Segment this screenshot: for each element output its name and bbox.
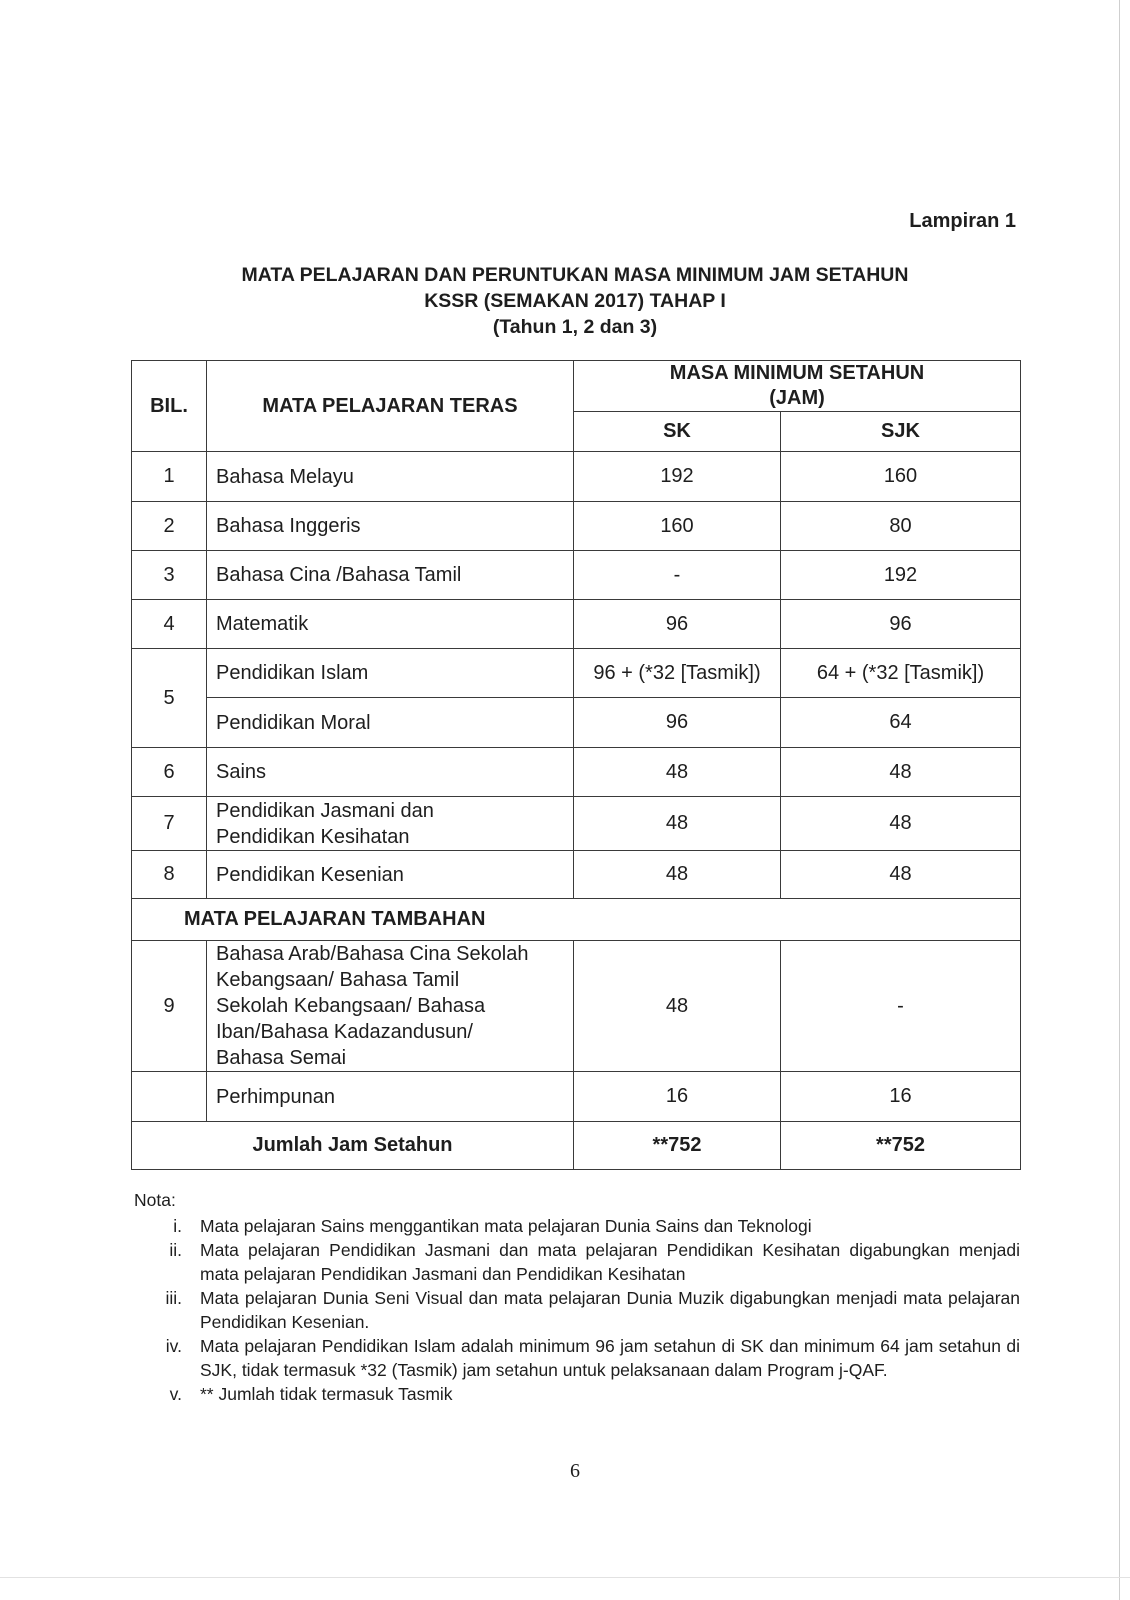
row-subject: Bahasa Inggeris xyxy=(207,502,574,551)
table-row xyxy=(132,1072,1021,1122)
table-row xyxy=(132,748,1021,797)
row-sk: 16 xyxy=(574,1072,781,1122)
row-subject: Bahasa Cina /Bahasa Tamil xyxy=(207,551,574,600)
row-sjk: 64 xyxy=(781,698,1021,748)
row-subject-line1: Bahasa Arab/Bahasa Cina Sekolah xyxy=(216,943,529,965)
header-masa xyxy=(574,361,1021,412)
table-row xyxy=(132,698,1021,748)
row-subject: Pendidikan Moral xyxy=(207,698,574,748)
row-sjk: 96 xyxy=(781,600,1021,649)
note-item xyxy=(134,1382,1020,1406)
row-bil: 4 xyxy=(132,600,207,649)
table-row xyxy=(132,502,1021,551)
total-label: Jumlah Jam Setahun xyxy=(132,1122,574,1170)
row-sjk: 80 xyxy=(781,502,1021,551)
row-sk: 96 xyxy=(574,600,781,649)
header-bil: BIL. xyxy=(132,361,207,452)
row-sk: 48 xyxy=(574,748,781,797)
section-tambahan: MATA PELAJARAN TAMBAHAN xyxy=(132,899,1021,941)
row-sk: 48 xyxy=(574,851,781,899)
note-number: iii. xyxy=(165,1288,182,1308)
table-row xyxy=(132,851,1021,899)
row-subject xyxy=(207,941,574,1072)
title-line-1: MATA PELAJARAN DAN PERUNTUKAN MASA MINIMUM JAM SETAHUN xyxy=(241,264,909,286)
row-subject: Matematik xyxy=(207,600,574,649)
table-row xyxy=(132,600,1021,649)
row-subject: Pendidikan Kesenian xyxy=(207,851,574,899)
row-subject: Pendidikan Islam xyxy=(207,649,574,698)
row-sk: 192 xyxy=(574,452,781,502)
row-bil: 9 xyxy=(132,941,207,1072)
row-subject: Sains xyxy=(207,748,574,797)
header-subject: MATA PELAJARAN TERAS xyxy=(207,361,574,452)
total-sjk: **752 xyxy=(781,1122,1021,1170)
note-item xyxy=(134,1286,1020,1334)
row-subject-line3: Sekolah Kebangsaan/ Bahasa xyxy=(216,995,486,1017)
row-subject-line5: Bahasa Semai xyxy=(216,1047,347,1069)
row-subject-line1: Pendidikan Jasmani dan xyxy=(216,799,434,822)
note-text: Mata pelajaran Pendidikan Jasmani dan mata pelajaran Pendidikan Kesihatan digabungkan menjadi mata pelajaran Pendidikan Jasmani dan Pendidikan Kesihatan xyxy=(200,1240,1020,1284)
header-sjk: SJK xyxy=(781,412,1021,452)
row-sk: 96 + (*32 [Tasmik]) xyxy=(574,649,781,698)
title-line-3: (Tahun 1, 2 dan 3) xyxy=(492,316,658,338)
title-line-2: KSSR (SEMAKAN 2017) TAHAP I xyxy=(424,290,726,312)
note-number: ii. xyxy=(169,1240,182,1260)
total-sk: **752 xyxy=(574,1122,781,1170)
table-row xyxy=(132,551,1021,600)
row-bil: 3 xyxy=(132,551,207,600)
table-row xyxy=(132,649,1021,698)
document-title xyxy=(130,262,1020,340)
note-item xyxy=(134,1334,1020,1382)
row-subject-line4: Iban/Bahasa Kadazandusun/ xyxy=(216,1021,473,1043)
row-subject-line2: Kebangsaan/ Bahasa Tamil xyxy=(216,969,460,991)
row-sjk: 16 xyxy=(781,1072,1021,1122)
row-sk: 96 xyxy=(574,698,781,748)
note-text: Mata pelajaran Sains menggantikan mata pelajaran Dunia Sains dan Teknologi xyxy=(200,1216,812,1236)
row-sjk: 64 + (*32 [Tasmik]) xyxy=(781,649,1021,698)
note-number: iv. xyxy=(165,1336,182,1356)
note-number: v. xyxy=(169,1384,182,1404)
subject-hours-table xyxy=(131,360,1021,1170)
row-bil: 2 xyxy=(132,502,207,551)
notes-heading: Nota: xyxy=(134,1190,176,1210)
row-sk: - xyxy=(574,551,781,600)
table-header-row xyxy=(132,361,1021,412)
row-sk: 160 xyxy=(574,502,781,551)
row-bil xyxy=(132,1072,207,1122)
row-sjk: 160 xyxy=(781,452,1021,502)
header-sk: SK xyxy=(574,412,781,452)
note-number: i. xyxy=(173,1216,182,1236)
note-text: Mata pelajaran Pendidikan Islam adalah minimum 96 jam setahun di SK dan minimum 64 jam setahun di SJK, tidak termasuk *32 (Tasmik) jam setahun untuk pelaksanaan dalam Program j-QAF. xyxy=(200,1336,1020,1380)
note-item xyxy=(134,1238,1020,1286)
row-bil: 6 xyxy=(132,748,207,797)
row-bil: 7 xyxy=(132,797,207,851)
page-right-edge xyxy=(1119,0,1120,1600)
row-subject xyxy=(207,797,574,851)
table-row xyxy=(132,941,1021,1072)
note-item xyxy=(134,1214,1020,1238)
page-number: 6 xyxy=(570,1460,580,1482)
lampiran-label: Lampiran 1 xyxy=(909,210,1016,232)
total-row xyxy=(132,1122,1021,1170)
table-row xyxy=(132,797,1021,851)
row-sjk: 192 xyxy=(781,551,1021,600)
row-bil: 1 xyxy=(132,452,207,502)
page-bottom-edge xyxy=(0,1577,1130,1578)
note-text: Mata pelajaran Dunia Seni Visual dan mata pelajaran Dunia Muzik digabungkan menjadi mata pelajaran Pendidikan Kesenian. xyxy=(200,1288,1020,1332)
row-sjk: 48 xyxy=(781,748,1021,797)
row-sk: 48 xyxy=(574,797,781,851)
row-bil: 8 xyxy=(132,851,207,899)
row-sjk: - xyxy=(781,941,1021,1072)
row-bil: 5 xyxy=(132,649,207,748)
row-subject: Perhimpunan xyxy=(207,1072,574,1122)
header-masa-line1: MASA MINIMUM SETAHUN xyxy=(669,362,925,384)
header-masa-line2: (JAM) xyxy=(769,387,825,409)
row-sjk: 48 xyxy=(781,797,1021,851)
table-row xyxy=(132,452,1021,502)
row-subject: Bahasa Melayu xyxy=(207,452,574,502)
notes-section xyxy=(134,1188,1020,1406)
row-subject-line2: Pendidikan Kesihatan xyxy=(216,825,410,848)
section-row xyxy=(132,899,1021,941)
note-text: ** Jumlah tidak termasuk Tasmik xyxy=(200,1384,453,1404)
row-sk: 48 xyxy=(574,941,781,1072)
row-sjk: 48 xyxy=(781,851,1021,899)
